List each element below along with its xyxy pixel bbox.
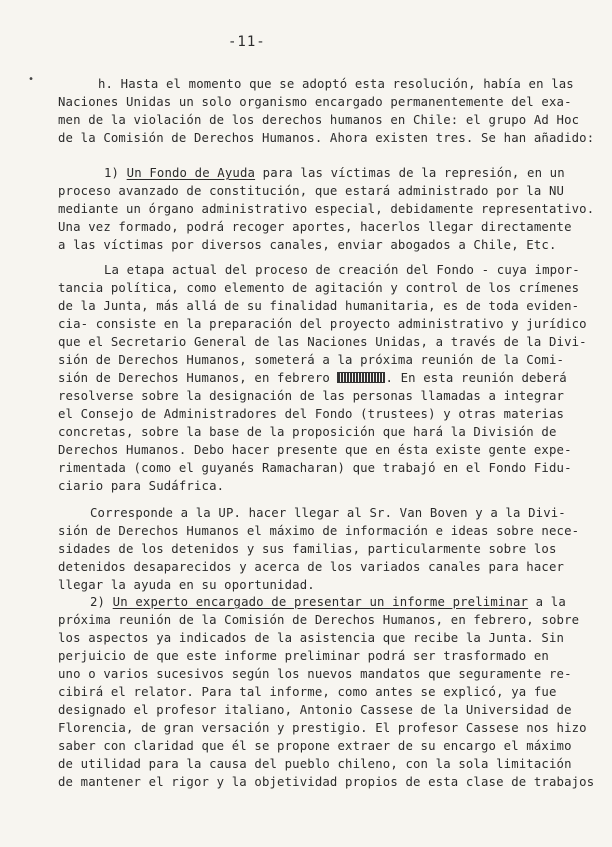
underlined-heading: Un Fondo de Ayuda (126, 166, 256, 180)
text-line: de la Comisión de Derechos Humanos. Ahora existen tres. Se han añadido: (58, 131, 595, 145)
text-line: sión de Derechos Humanos, someterá a la próxima reunión de la Comi- (58, 353, 565, 367)
text-line: de la Junta, más allá de su finalidad humanitaria, es de toda eviden- (58, 299, 580, 313)
text-line: designado el profesor italiano, Antonio Cassese de la Universidad de (58, 703, 572, 717)
text-line: cibirá el relator. Para tal informe, como antes se explicó, ya fue (58, 685, 557, 699)
text-line: concretas, sobre la base de la proposición que hará la División de (58, 425, 557, 439)
text-line: sión de Derechos Humanos el máximo de información e ideas sobre nece- (58, 524, 580, 538)
list-item-heading: 1) Un Fondo de Ayuda para las víctimas de la represión, en un (104, 166, 565, 180)
text-line: llegar la ayuda en su oportunidad. (58, 578, 315, 592)
text-line: Naciones Unidas un solo organismo encargado permanentemente del exa- (58, 95, 572, 109)
text-line: perjuicio de que este informe preliminar podrá ser trasformado en (58, 649, 549, 663)
margin-mark: • (28, 74, 35, 85)
underlined-heading: Un experto encargado de presentar un informe preliminar (112, 595, 529, 609)
text-line: cia- consiste en la preparación del proyecto administrativo y jurídico (58, 317, 587, 331)
text-line: mediante un órgano administrativo especial, debidamente representativo. (58, 202, 595, 216)
text-line: sidades de los detenidos y sus familias, particularmente sobre los (58, 542, 557, 556)
text-line: detenidos desaparecidos y acerca de los variados canales para hacer (58, 560, 565, 574)
text-line: de utilidad para la causa del pueblo chileno, con la sola limitación (58, 757, 572, 771)
list-item-heading: 2) Un experto encargado de presentar un informe preliminar a la (90, 595, 566, 609)
text-line: Una vez formado, podrá recoger aportes, hacerlos llegar directamente (58, 220, 572, 234)
text-line: h. Hasta el momento que se adoptó esta resolución, había en las (98, 77, 574, 91)
text-line: ciario para Sudáfrica. (58, 479, 225, 493)
text-line: Florencia, de gran versación y prestigio. El profesor Cassese nos hizo (58, 721, 587, 735)
text-line: tancia política, como elemento de agitación y control de los crímenes (58, 281, 580, 295)
text-line: Corresponde a la UP. hacer llegar al Sr. Van Boven y a la Divi- (90, 506, 566, 520)
text-line: que el Secretario General de las Naciones Unidas, a través de la Divi- (58, 335, 587, 349)
text-line: La etapa actual del proceso de creación del Fondo - cuya impor- (104, 263, 580, 277)
text-line: uno o varios sucesivos según los nuevos mandatos que seguramente re- (58, 667, 572, 681)
text-line: men de la violación de los derechos humanos en Chile: el grupo Ad Hoc (58, 113, 580, 127)
text-line: a las víctimas por diversos canales, enviar abogados a Chile, Etc. (58, 238, 557, 252)
text-line: rimentada (como el guyanés Ramacharan) que trabajó en el Fondo Fidu- (58, 461, 572, 475)
text-line: proceso avanzado de constitución, que estará administrado por la NU (58, 184, 565, 198)
text-line: resolverse sobre la designación de las personas llamadas a integrar (58, 389, 565, 403)
redacted-mark (337, 372, 385, 383)
page-number: -11- (228, 34, 266, 50)
text-line: sión de Derechos Humanos, en febrero . En esta reunión deberá (58, 371, 567, 385)
text-line: de mantener el rigor y la objetividad propios de esta clase de trabajos (58, 775, 595, 789)
text-line: Derechos Humanos. Debo hacer presente que en ésta existe gente expe- (58, 443, 572, 457)
text-line: saber con claridad que él se propone extraer de su encargo el máximo (58, 739, 572, 753)
text-line: el Consejo de Administradores del Fondo (trustees) y otras materias (58, 407, 565, 421)
text-line: próxima reunión de la Comisión de Derechos Humanos, en febrero, sobre (58, 613, 580, 627)
text-line: los aspectos ya indicados de la asistencia que recibe la Junta. Sin (58, 631, 565, 645)
